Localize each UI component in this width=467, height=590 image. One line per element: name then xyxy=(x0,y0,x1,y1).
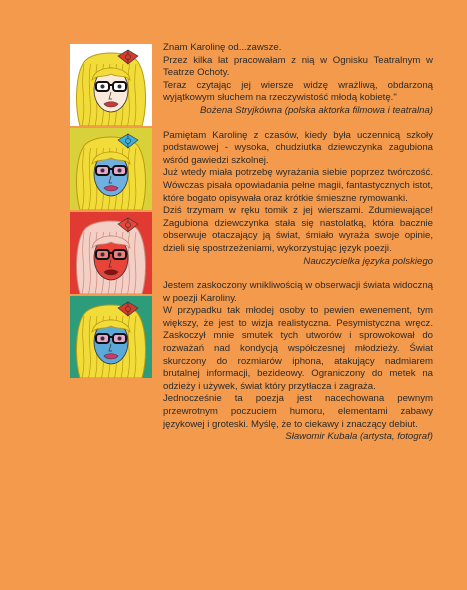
testimonial-3-paragraph-2: W przypadku tak młodej osoby to pewien ewenement, tym większy, że jest to wizja realistyczna. Pesymistyczna wręcz. Zaskoczył mnie smutek tych utworów i sprowokował do rozważań nad kondycją współczesnej młodzieży. Świat skurczony do rozmiarów iphona, atakujący nadmiarem brutalnej informacji, bezideowy. Ograniczony do metek na odzieży i używek, świat który przytłacza i zagraża. xyxy=(163,305,433,392)
testimonial-2-signature: Nauczycielka języka polskiego xyxy=(303,255,433,267)
testimonial-1 xyxy=(163,42,433,118)
testimonial-1-paragraph-2: Przez kilka lat pracowałam z nią w Ognisku Teatralnym w Teatrze Ochoty. xyxy=(163,54,433,79)
testimonial-1-paragraph-3: Teraz czytając jej wiersze widzę wrażliwą, obdarzoną wyjątkowym słuchem na rzeczywistość młodą kobietę." xyxy=(163,79,433,104)
portrait-panel-red xyxy=(70,212,152,294)
testimonial-1-paragraph-1: Znam Karolinę od...zawsze. xyxy=(163,42,282,53)
pop-art-portrait-icon xyxy=(70,212,152,294)
pop-art-portrait-icon xyxy=(70,296,152,378)
testimonial-2-paragraph-2: Już wtedy miała potrzebę wyrażania siebie poprzez twórczość. Wówczas pisała opowiadania pełne magii, fantastycznych istot, które bogato opisywała oraz krótkie śmieszne rymowanki. xyxy=(163,167,433,204)
testimonial-2-paragraph-1: Pamiętam Karolinę z czasów, kiedy była uczennicą szkoły podstawowej - wysoka, chudziutka dziewczynka zagubiona wśród gawiedzi szkolnej. xyxy=(163,129,433,166)
testimonial-3-paragraph-1: Jestem zaskoczony wnikliwością w obserwacji świata widoczną w poezji Karoliny. xyxy=(163,280,433,304)
testimonials-column xyxy=(163,42,433,456)
testimonial-3-paragraph-3: Jednocześnie ta poezja jest nacechowana pewnym przewrotnym poczuciem humoru, elementami zabawy językowej i groteski. Myślę, że to ciekawy i znaczący debiut. xyxy=(163,393,433,430)
testimonial-2-paragraph-3: Dziś trzymam w ręku tomik z jej wierszami. Zdumiewające! Zagubiona dziewczynka stała się nastolatką, która bacznie obserwuje otaczający ją świat, śmiało wyraża swoje opinie, dzieli się spostrzeżeniami, wykorzystując język poezji. xyxy=(163,205,433,254)
pop-art-portrait-icon xyxy=(70,128,152,210)
testimonial-3-signature: Sławomir Kubala (artysta, fotograf) xyxy=(285,431,433,443)
portrait-panel-yellow xyxy=(70,128,152,210)
portrait-column xyxy=(70,44,152,380)
portrait-panel-green xyxy=(70,296,152,378)
pop-art-portrait-icon xyxy=(70,44,152,126)
testimonial-3 xyxy=(163,280,433,444)
testimonial-2 xyxy=(163,130,433,269)
portrait-panel-white xyxy=(70,44,152,126)
testimonial-1-signature: Bożena Stryjkówna (polska aktorka filmowa i teatralna) xyxy=(199,104,433,116)
